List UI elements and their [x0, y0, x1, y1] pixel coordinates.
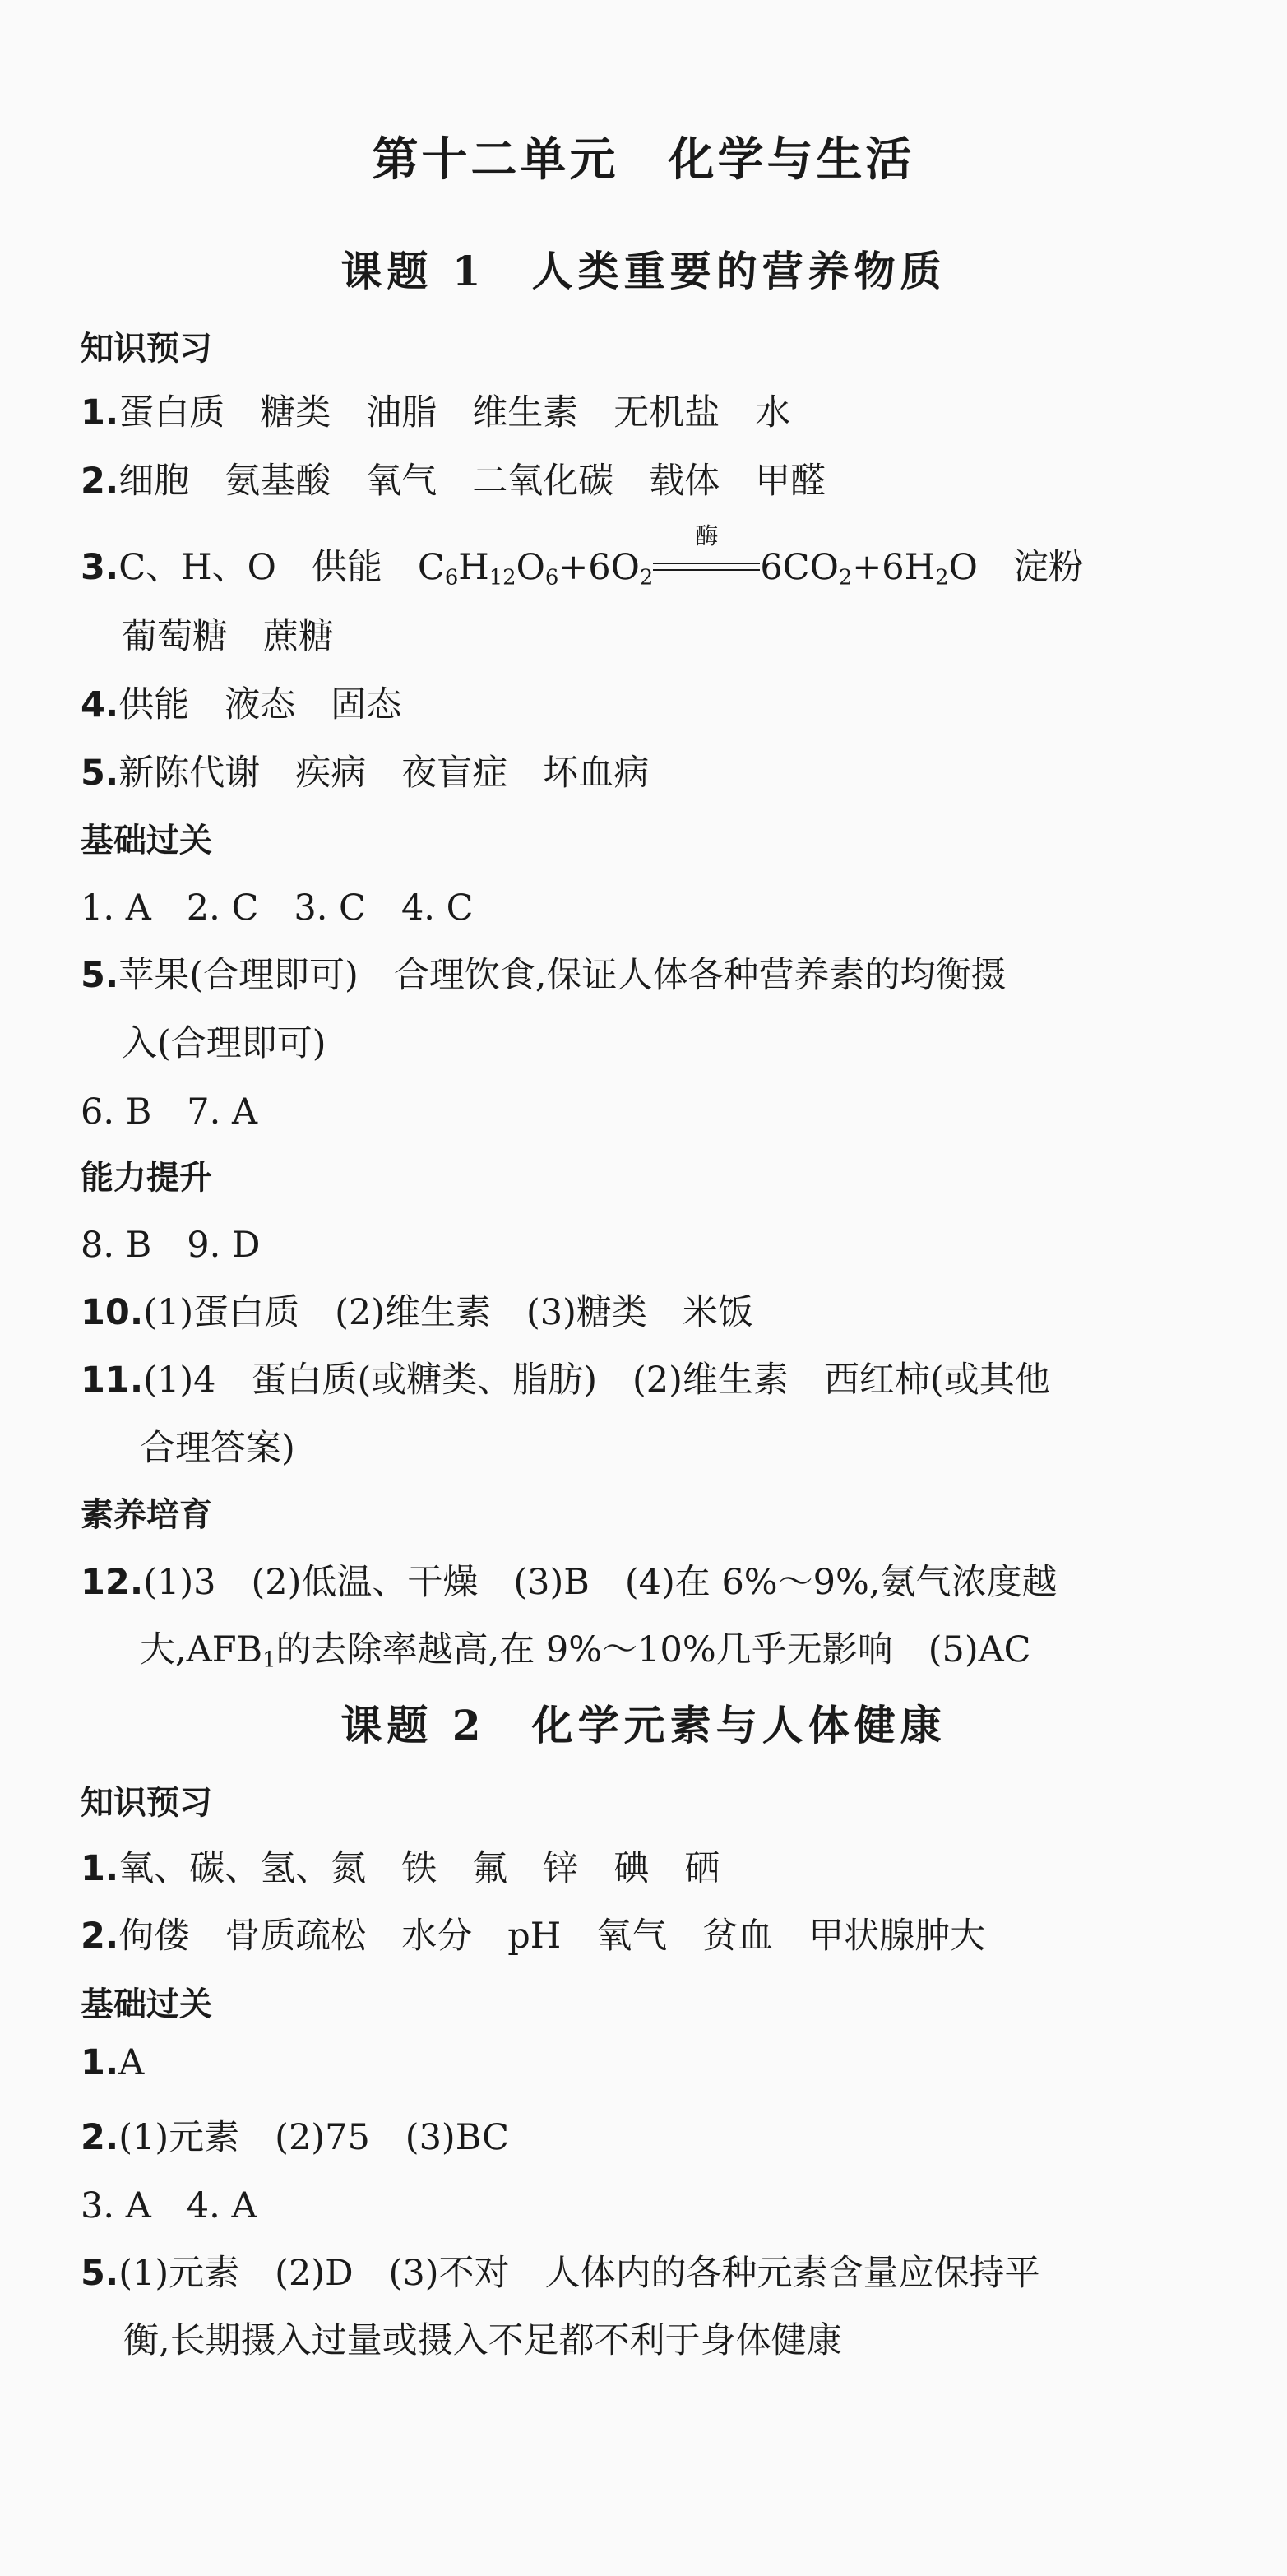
answer-line — [81, 745, 649, 795]
answer-line — [81, 453, 826, 503]
equals-sign — [653, 563, 760, 571]
answer-line: 8. B 9. D — [81, 1225, 261, 1266]
answer-line — [81, 947, 1007, 998]
answer-line-equation — [81, 522, 1084, 591]
answer-text: C、H、O 供能 — [118, 547, 418, 588]
answer-line — [81, 385, 790, 435]
answer-text: 的去除率越高,在 9%～10%几乎无影响 (5)AC — [275, 1629, 1031, 1670]
item-number: 5. — [81, 955, 119, 996]
answer-text: 蛋白质 糖类 油脂 维生素 无机盐 水 — [118, 392, 791, 433]
answer-line — [81, 2042, 144, 2083]
lesson-1-title: 课题 1 人类重要的营养物质 — [340, 247, 947, 295]
answer-line — [81, 1285, 753, 1335]
answer-line: 3. A 4. A — [81, 2185, 257, 2226]
item-number: 4. — [81, 684, 119, 725]
answer-line — [81, 1841, 720, 1891]
section-heading-ability: 能力提升 — [81, 1159, 212, 1197]
unit-title: 第十二单元 化学与生活 — [372, 133, 915, 187]
item-number: 2. — [81, 461, 119, 502]
answer-line: 1. A 2. C 3. C 4. C — [81, 887, 474, 929]
item-number: 1. — [81, 392, 119, 433]
answer-text: 苹果(合理即可) 合理饮食,保证人体各种营养素的均衡摄 — [118, 955, 1007, 996]
item-number: 5. — [81, 2253, 119, 2294]
answer-line-continued: 葡萄糖 蔗糖 — [122, 616, 334, 657]
item-number: 10. — [81, 1292, 144, 1333]
answer-line-continued — [140, 1622, 1031, 1672]
section-heading-basic: 基础过关 — [81, 822, 212, 859]
answer-text: 淀粉 — [977, 547, 1084, 588]
answer-text: A — [118, 2042, 145, 2083]
equation-products: $6CO_2+6H_2O$ — [760, 547, 978, 591]
answer-line-continued: 入(合理即可) — [122, 1023, 326, 1064]
answer-line — [81, 2245, 1039, 2296]
answer-text: 新陈代谢 疾病 夜盲症 坏血病 — [118, 753, 650, 794]
answer-line-continued: 合理答案) — [140, 1428, 295, 1469]
answer-text: (1)元素 (2)75 (3)BC — [118, 2117, 510, 2158]
item-number: 12. — [81, 1562, 144, 1603]
item-number: 1. — [81, 1848, 119, 1889]
answer-line — [81, 2110, 509, 2160]
answer-text: 细胞 氨基酸 氧气 二氧化碳 载体 甲醛 — [118, 461, 826, 502]
answer-text: (1)蛋白质 (2)维生素 (3)糖类 米饭 — [143, 1292, 753, 1333]
answer-text: 氧、碳、氢、氮 铁 氟 锌 碘 硒 — [118, 1848, 720, 1889]
subscript: 1 — [262, 1647, 276, 1673]
reaction-condition — [653, 522, 760, 579]
answer-line-continued: 衡,长期摄入过量或摄入不足都不利于身体健康 — [123, 2320, 842, 2361]
answer-line — [81, 1352, 1050, 1402]
answer-line — [81, 1554, 1058, 1605]
item-number: 11. — [81, 1360, 144, 1401]
answer-line: 6. B 7. A — [81, 1091, 258, 1133]
section-heading-preview: 知识预习 — [81, 330, 212, 368]
item-number: 2. — [81, 2117, 119, 2158]
answer-text: 大,AFB — [140, 1629, 263, 1670]
item-number: 1. — [81, 2042, 119, 2083]
section-heading-literacy: 素养培育 — [81, 1496, 212, 1534]
answer-text: (1)元素 (2)D (3)不对 人体内的各种元素含量应保持平 — [118, 2253, 1040, 2294]
item-number: 5. — [81, 753, 119, 794]
answer-line — [81, 1908, 985, 1958]
equation-reactants: $C_6H_{12}O_6+6O_2$ — [417, 547, 654, 591]
answer-text: (1)3 (2)低温、干燥 (3)B (4)在 6%～9%,氨气浓度越 — [143, 1562, 1058, 1603]
answer-line — [81, 677, 401, 727]
condition-label: 酶 — [695, 522, 719, 549]
answer-text: (1)4 蛋白质(或糖类、脂肪) (2)维生素 西红柿(或其他 — [143, 1360, 1050, 1401]
lesson-2-title: 课题 2 化学元素与人体健康 — [340, 1701, 947, 1749]
answer-text: 佝偻 骨质疏松 水分 pH 氧气 贫血 甲状腺肿大 — [118, 1916, 986, 1957]
section-heading-basic: 基础过关 — [81, 1985, 212, 2023]
item-number: 2. — [81, 1916, 119, 1957]
section-heading-preview: 知识预习 — [81, 1784, 212, 1822]
answer-text: 供能 液态 固态 — [118, 684, 402, 725]
item-number: 3. — [81, 547, 119, 588]
